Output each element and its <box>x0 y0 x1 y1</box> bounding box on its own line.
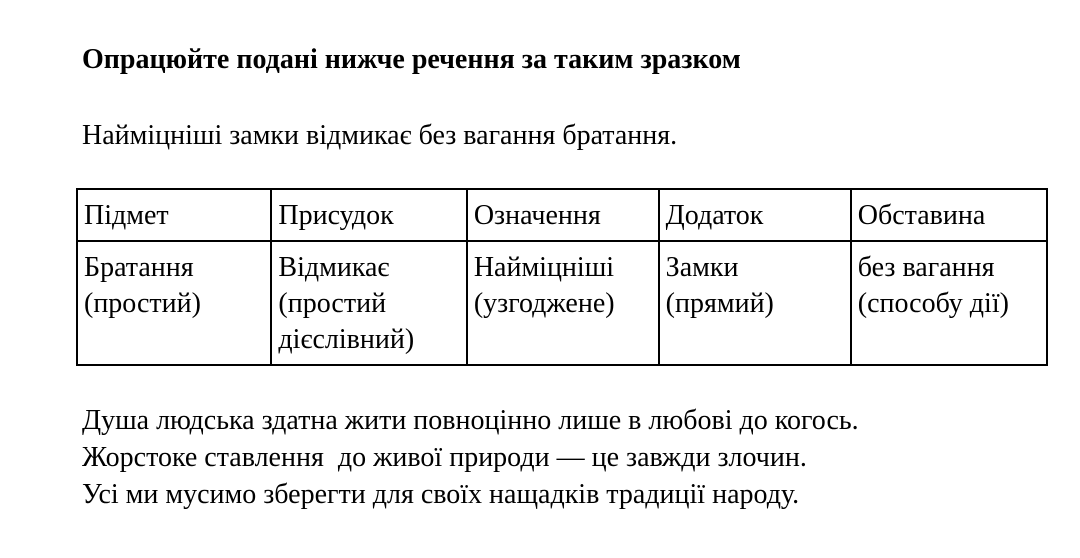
cell-subject <box>77 241 271 365</box>
header-attribute: Означення <box>467 189 659 241</box>
cell-predicate-word: Відмикає <box>278 252 390 283</box>
header-object: Додаток <box>659 189 851 241</box>
cell-adverbial-type: (способу дії) <box>857 288 1009 319</box>
cell-subject-type: (простий) <box>84 288 201 319</box>
cell-adverbial <box>851 241 1047 365</box>
cell-adverbial-word: без вагання <box>857 252 995 283</box>
exercise-heading: Опрацюйте подані нижче речення за таким зразком <box>82 44 741 75</box>
example-sentence: Найміцніші замки відмикає без вагання братання. <box>82 120 678 151</box>
cell-predicate-type-line2: дієслівний) <box>278 324 415 355</box>
header-adverbial: Обставина <box>851 189 1047 241</box>
task-sentence-2: Жорстоке ставлення до живої природи — це завжди злочин. <box>82 442 807 473</box>
cell-predicate-type-line1: (простий <box>278 288 387 319</box>
sentence-analysis-table <box>76 188 1048 366</box>
task-sentences <box>82 402 859 513</box>
cell-object-word: Замки <box>665 252 739 283</box>
cell-object-type: (прямий) <box>665 288 774 319</box>
cell-predicate <box>271 241 466 365</box>
cell-subject-word: Братання <box>84 252 194 283</box>
cell-attribute-type: (узгоджене) <box>473 288 615 319</box>
table-header-row <box>77 189 1047 241</box>
table-row <box>77 241 1047 365</box>
task-sentence-3: Усі ми мусимо зберегти для своїх нащадків традиції народу. <box>82 479 800 510</box>
cell-object <box>659 241 851 365</box>
task-sentence-1: Душа людська здатна жити повноцінно лише в любові до когось. <box>82 405 859 436</box>
header-predicate: Присудок <box>271 189 466 241</box>
cell-attribute <box>467 241 659 365</box>
header-subject: Підмет <box>77 189 271 241</box>
cell-attribute-word: Найміцніші <box>473 252 615 283</box>
